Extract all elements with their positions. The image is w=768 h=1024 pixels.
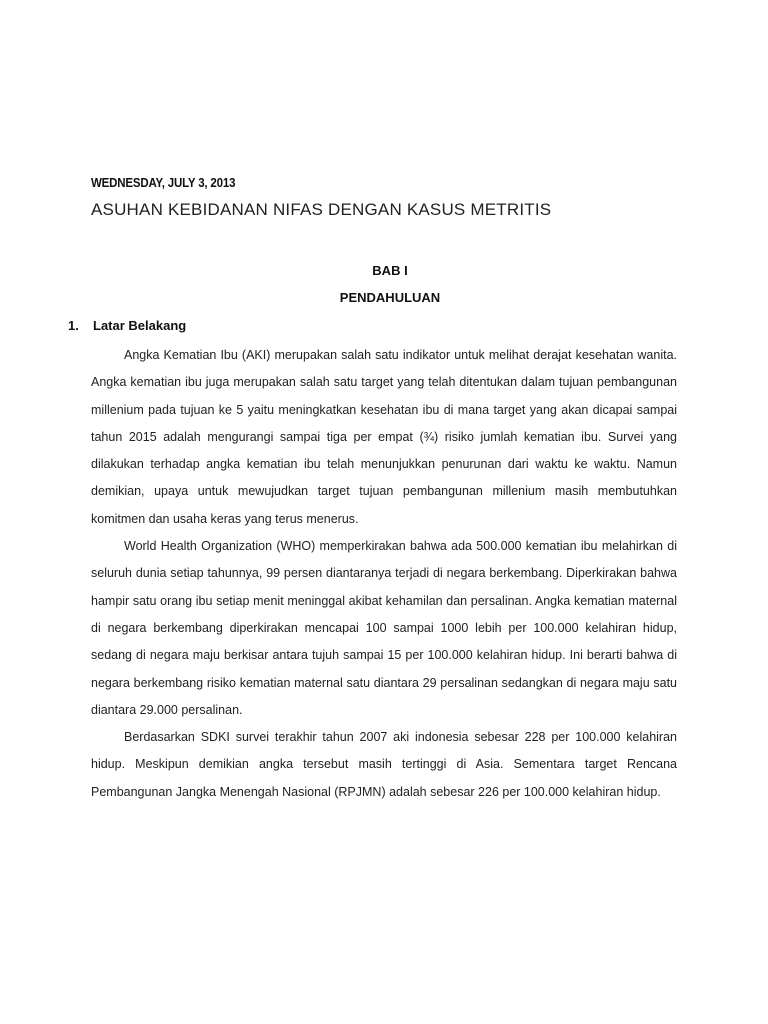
paragraph: World Health Organization (WHO) memperkirakan bahwa ada 500.000 kematian ibu melahirkan di seluruh dunia setiap tahunnya, 99 persen diantaranya terjadi di negara berkembang. Diperkirakan bahwa hampir satu orang ibu setiap menit meninggal akibat kehamilan dan persalinan. Angka kematian maternal di negara berkembang diperkirakan mencapai 100 sampai 1000 lebih per 100.000 kelahiran hidup, sedang di negara maju berkisar antara tujuh sampai 15 per 100.000 kelahiran hidup. Ini berarti bahwa di negara berkembang risiko kematian maternal satu diantara 29 persalinan sedangkan di negara maju satu diantara 29.000 persalinan. xyxy=(91,539,677,717)
section-number: 1. xyxy=(68,318,79,333)
chapter-number: BAB I xyxy=(372,263,408,278)
section-heading xyxy=(68,318,186,333)
section-heading-text: Latar Belakang xyxy=(93,318,187,333)
paragraph: Berdasarkan SDKI survei terakhir tahun 2007 aki indonesia sebesar 228 per 100.000 kelahiran hidup. Meskipun demikian angka tersebut masih tertinggi di Asia. Sementara target Rencana Pembangunan Jangka Menengah Nasional (RPJMN) adalah sebesar 226 per 100.000 kelahiran hidup. xyxy=(91,730,677,799)
document-title: ASUHAN KEBIDANAN NIFAS DENGAN KASUS METRITIS xyxy=(91,200,552,219)
post-date: WEDNESDAY, JULY 3, 2013 xyxy=(91,176,236,190)
body-text xyxy=(91,342,677,806)
paragraph: Angka Kematian Ibu (AKI) merupakan salah satu indikator untuk melihat derajat kesehatan wanita. Angka kematian ibu juga merupakan salah satu target yang telah ditentukan dalam tujuan pembangunan millenium pada tujuan ke 5 yaitu meningkatkan kesehatan ibu di mana target yang akan dicapai sampai tahun 2015 adalah mengurangi sampai tiga per empat (¾) risiko jumlah kematian ibu. Survei yang dilakukan terhadap angka kematian ibu telah menunjukkan penurunan dari waktu ke waktu. Namun demikian, upaya untuk mewujudkan target tujuan pembangunan millenium masih membutuhkan komitmen dan usaha keras yang terus menerus. xyxy=(91,348,677,526)
chapter-title: PENDAHULUAN xyxy=(339,290,441,305)
